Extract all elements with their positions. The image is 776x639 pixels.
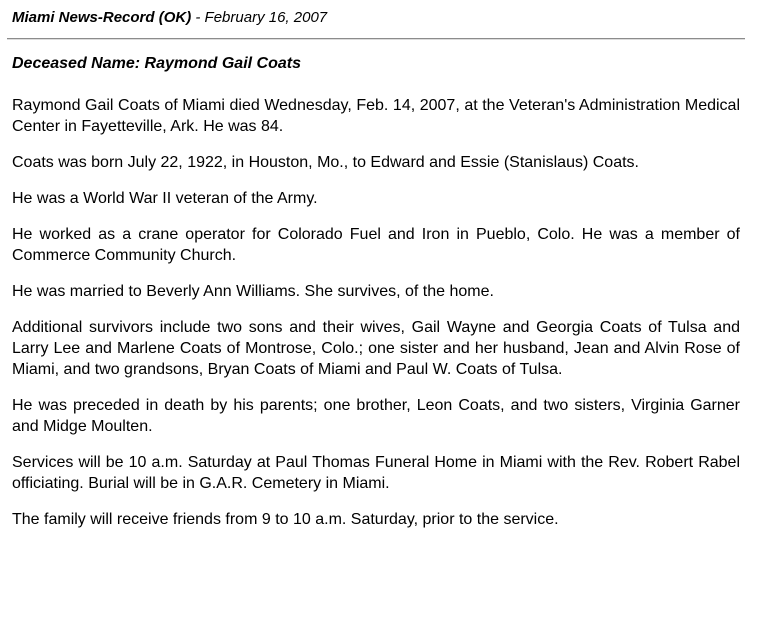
obituary-paragraph: He worked as a crane operator for Colorado Fuel and Iron in Pueblo, Colo. He was a member of Commerce Community Church. bbox=[12, 226, 740, 264]
obituary-paragraph: He was a World War II veteran of the Army. bbox=[12, 190, 318, 207]
obituary-body bbox=[12, 95, 740, 545]
masthead-separator: - bbox=[191, 9, 205, 26]
deceased-name-heading: Deceased Name: Raymond Gail Coats bbox=[12, 55, 301, 72]
publication-date: February 16, 2007 bbox=[204, 9, 328, 26]
obituary-paragraph: Services will be 10 a.m. Saturday at Paul Thomas Funeral Home in Miami with the Rev. Robert Rabel officiating. Burial will be in G.A.R. Cemetery in Miami. bbox=[12, 454, 740, 492]
obituary-paragraph: He was married to Beverly Ann Williams. She survives, of the home. bbox=[12, 283, 494, 300]
newspaper-name: Miami News-Record (OK) bbox=[12, 9, 192, 26]
obituary-paragraph: Coats was born July 22, 1922, in Houston, Mo., to Edward and Essie (Stanislaus) Coats. bbox=[12, 154, 639, 171]
obituary-paragraph: Additional survivors include two sons and their wives, Gail Wayne and Georgia Coats of Tulsa and Larry Lee and Marlene Coats of Montrose, Colo.; one sister and her husband, Jean and Alvin Rose of Miami, and two grandsons, Bryan Coats of Miami and Paul W. Coats of Tulsa. bbox=[12, 319, 740, 378]
masthead bbox=[12, 9, 327, 26]
obituary-paragraph: He was preceded in death by his parents; one brother, Leon Coats, and two sisters, Virginia Garner and Midge Moulten. bbox=[12, 397, 740, 435]
obituary-paragraph: Raymond Gail Coats of Miami died Wednesday, Feb. 14, 2007, at the Veteran's Administration Medical Center in Fayetteville, Ark. He was 84. bbox=[12, 97, 740, 135]
obituary-paragraph: The family will receive friends from 9 to 10 a.m. Saturday, prior to the service. bbox=[12, 511, 559, 528]
header-divider bbox=[7, 38, 745, 40]
